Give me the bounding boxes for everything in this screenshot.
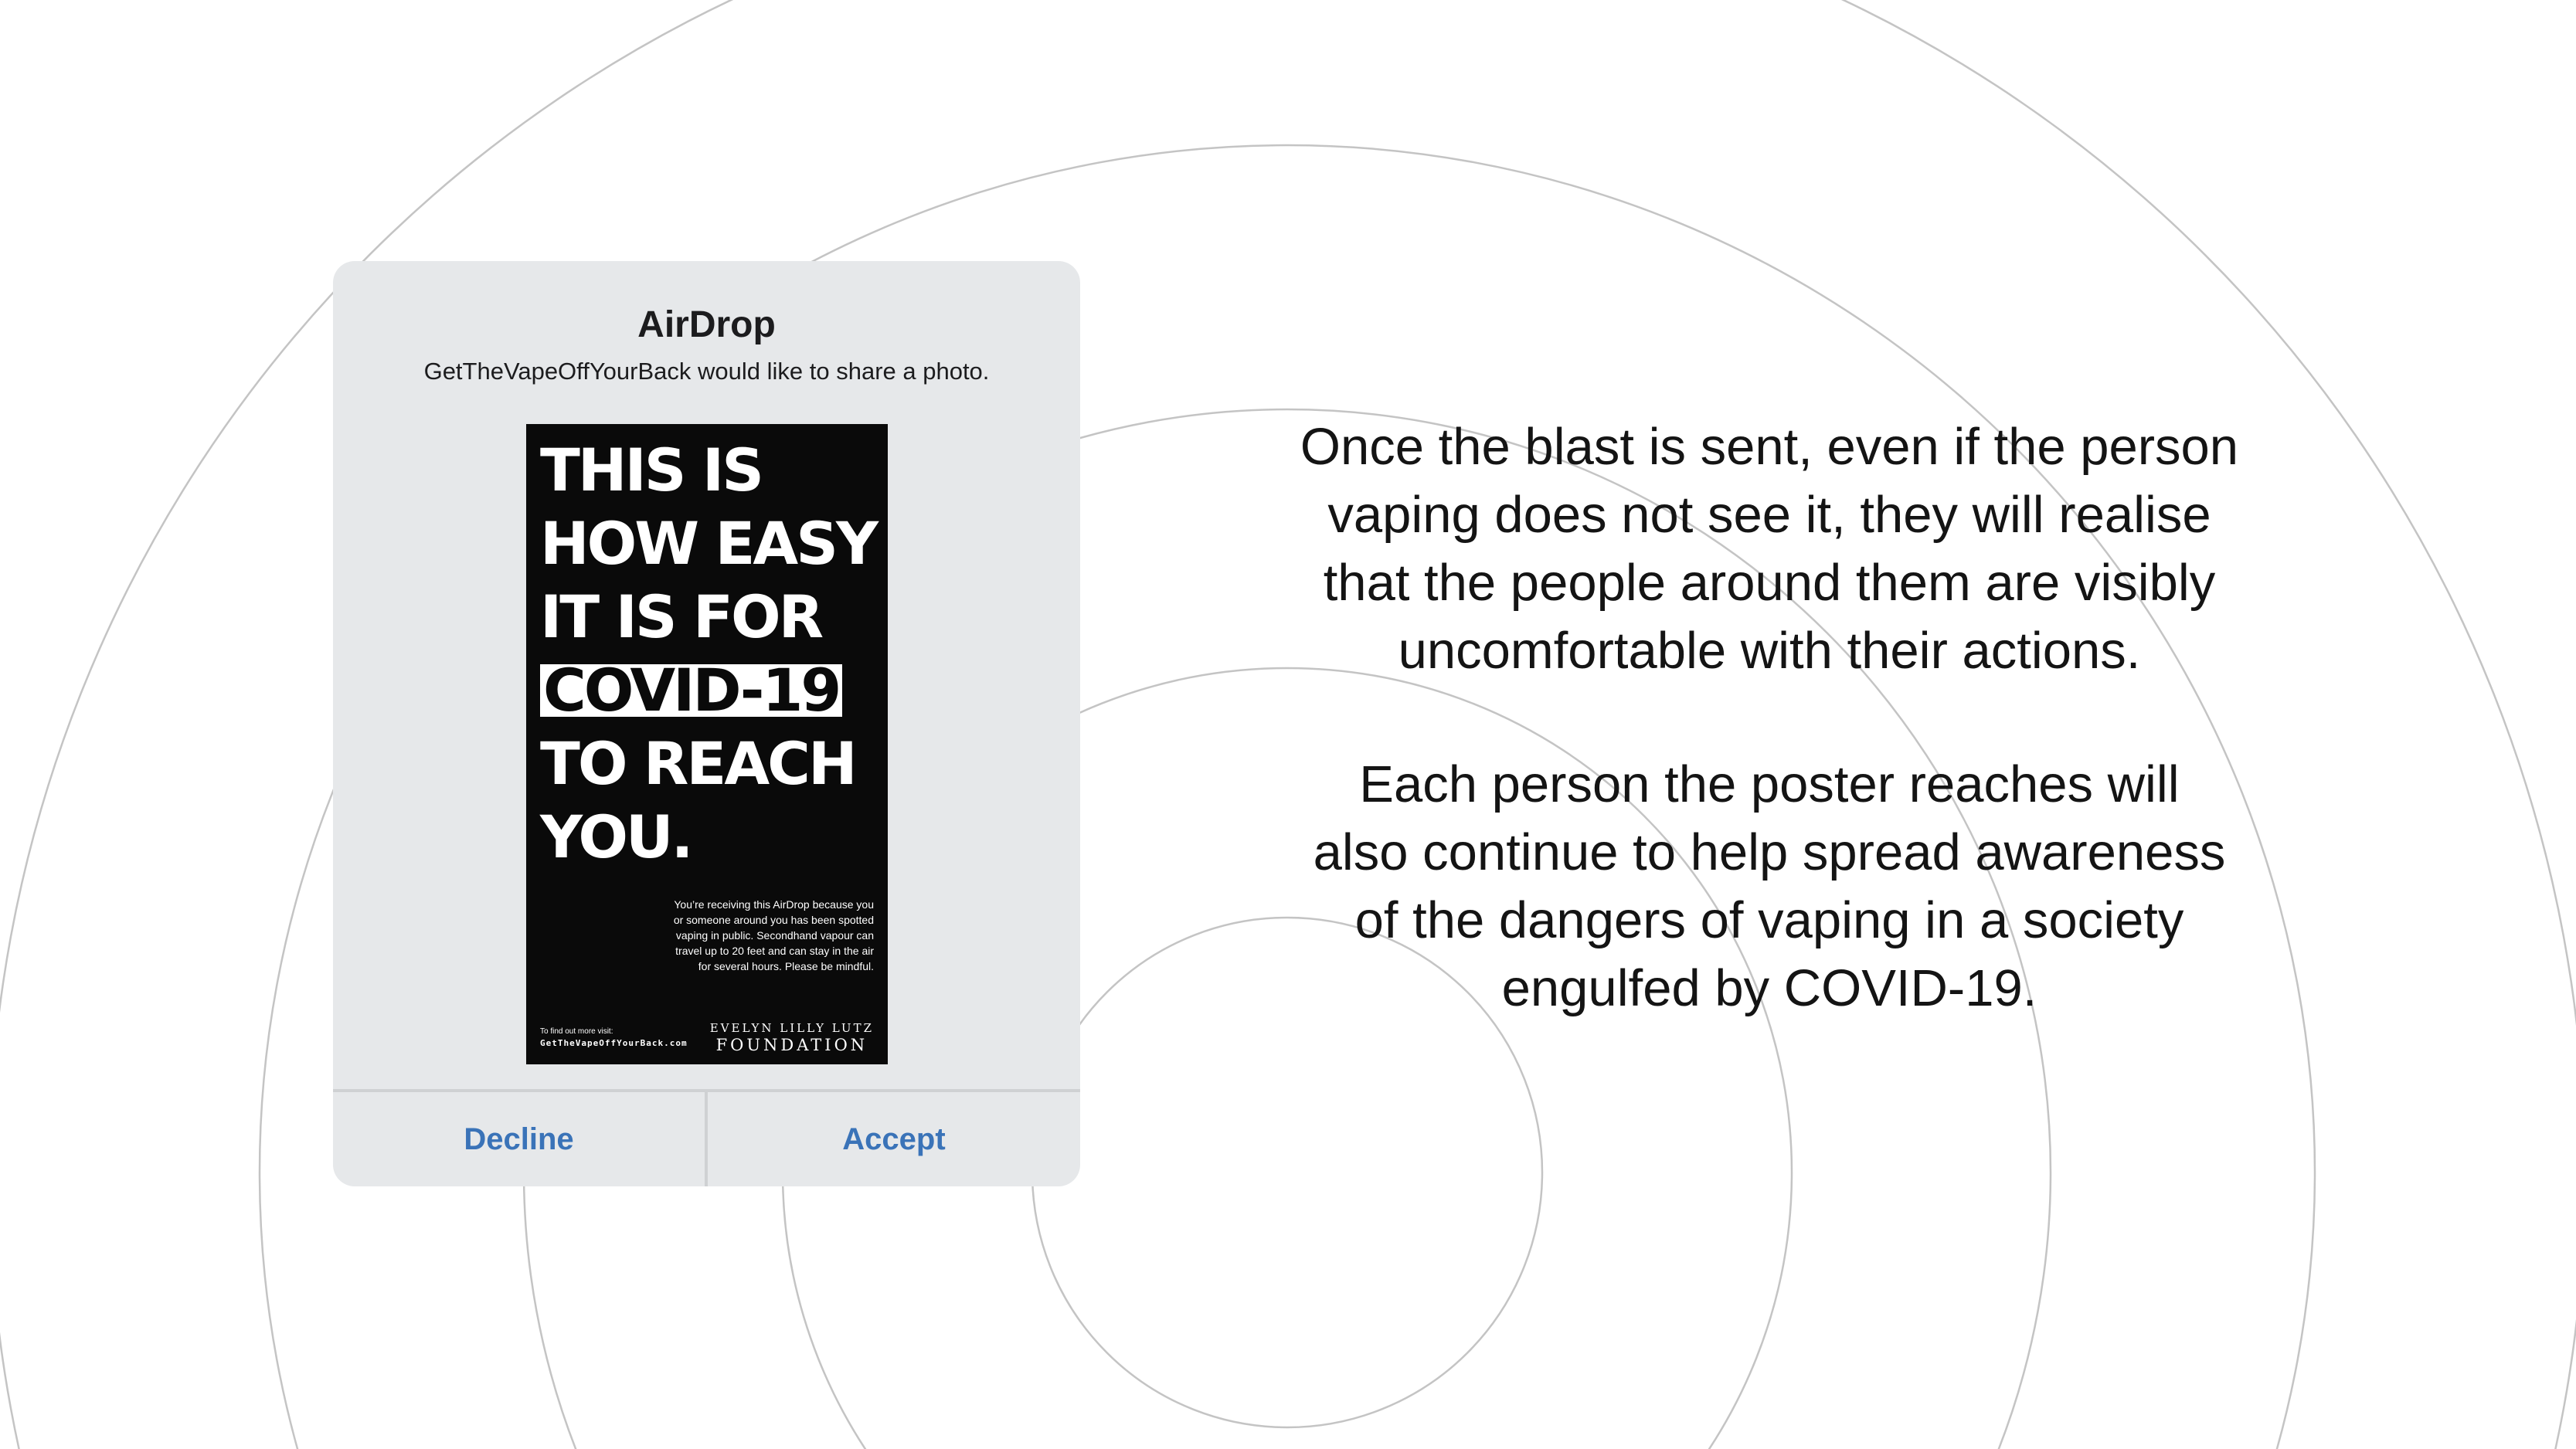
poster-body-text (642, 897, 874, 974)
message-line: Once the blast is sent, even if the person (1300, 418, 2239, 476)
poster-org-name: EVELYN LILLY LUTZ (709, 1021, 874, 1035)
poster-foundation-logo (710, 1020, 874, 1054)
poster-headline (540, 433, 880, 874)
poster-headline-line: TO REACH (540, 729, 855, 798)
poster-headline-line: YOU. (540, 803, 692, 871)
airdrop-dialog (333, 261, 1080, 1186)
poster-find-out-label: To find out more visit: (540, 1027, 613, 1036)
poster-body-line: for several hours. Please be mindful. (698, 960, 874, 972)
accept-button[interactable]: Accept (842, 1122, 946, 1156)
poster-body-line: vaping in public. Secondhand vapour can (675, 929, 874, 942)
poster-headline-line: HOW EASY (540, 509, 877, 578)
dialog-subtitle: GetTheVapeOffYourBack would like to share a photo. (423, 358, 990, 385)
shared-photo-poster (526, 424, 888, 1064)
message-paragraph-1 (1252, 413, 2287, 685)
message-line: engulfed by COVID-19. (1501, 959, 2037, 1017)
message-line: that the people around them are visibly (1323, 554, 2216, 612)
decline-button[interactable]: Decline (464, 1122, 574, 1156)
message-line: also continue to help spread awareness (1313, 823, 2226, 881)
poster-body-line: You’re receiving this AirDrop because you (674, 898, 874, 911)
message-line: vaping does not see it, they will realise (1327, 486, 2211, 544)
poster-url: GetTheVapeOffYourBack.com (540, 1038, 688, 1048)
poster-body-line: or someone around you has been spotted (673, 914, 874, 926)
poster-headline-line: THIS IS (540, 436, 762, 504)
message-line: Each person the poster reaches will (1359, 755, 2180, 813)
message-line: uncomfortable with their actions. (1398, 622, 2141, 680)
poster-org-type: FOUNDATION (715, 1036, 868, 1054)
message-line: of the dangers of vaping in a society (1354, 891, 2184, 949)
poster-body-line: travel up to 20 feet and can stay in the air (675, 945, 874, 957)
message-paragraph-2 (1252, 751, 2287, 1023)
poster-headline-highlight: COVID-19 (540, 664, 842, 717)
poster-headline-line: IT IS FOR (540, 582, 822, 651)
dialog-title: AirDrop (637, 304, 776, 345)
